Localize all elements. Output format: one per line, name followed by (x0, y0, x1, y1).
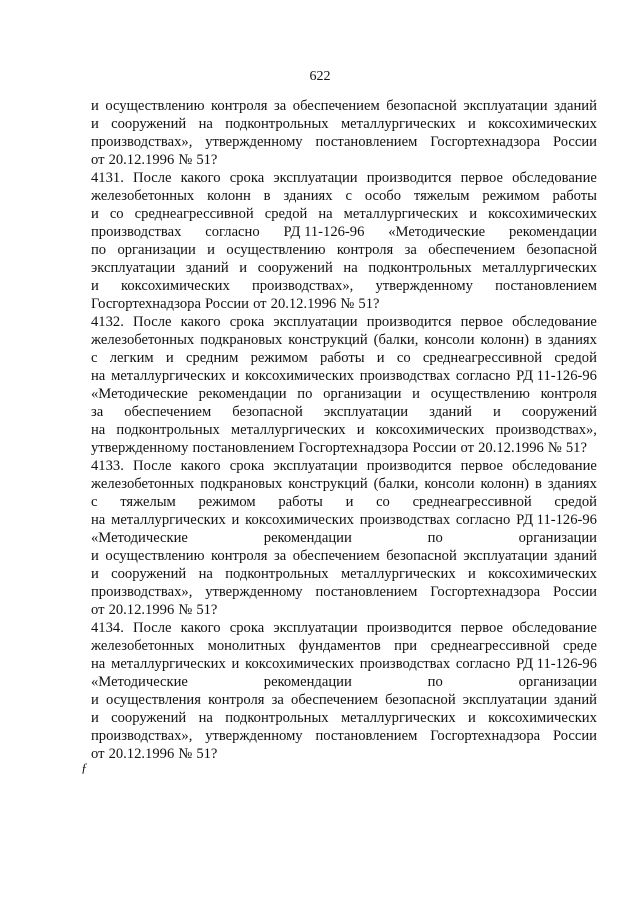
word: работы (552, 188, 597, 204)
word: 20.12.1996 (270, 296, 337, 312)
word: на (91, 422, 106, 438)
word: организации (518, 530, 597, 546)
word: обследование (512, 620, 597, 636)
word: режимом (250, 350, 308, 366)
word: и (91, 566, 99, 582)
word: коксохимических (488, 116, 597, 132)
word: 4133. (91, 458, 124, 474)
word: сооружений (111, 116, 187, 132)
word: производствах (91, 224, 182, 240)
word: эксплуатации (462, 692, 547, 708)
word: по (427, 530, 443, 546)
word: и (231, 368, 240, 384)
word: России (552, 584, 597, 600)
word: конструкций (288, 332, 368, 348)
word: и (356, 422, 365, 438)
word: 51? (358, 296, 380, 312)
word: организации (323, 386, 402, 402)
word: особо (364, 188, 401, 204)
word: с (91, 494, 98, 510)
word: После (133, 314, 172, 330)
word: от (91, 602, 105, 618)
word: зданий (185, 260, 229, 276)
word: первое (460, 620, 503, 636)
text-line (91, 133, 597, 151)
word: утвержденному (91, 440, 189, 456)
word: производствах», (495, 422, 597, 438)
word: и (412, 386, 420, 402)
word: за (91, 404, 104, 420)
word: производствах (359, 512, 451, 528)
word: После (133, 620, 172, 636)
word: в (263, 188, 271, 204)
word: при (394, 638, 418, 654)
word: от (91, 746, 105, 762)
word: (балки, (373, 332, 419, 348)
word: РД 11-126-96 (283, 224, 365, 240)
word: контроля (540, 386, 597, 402)
word: подкрановых (200, 476, 283, 492)
word: срока (229, 170, 265, 186)
word: России (552, 134, 597, 150)
text-line (91, 205, 597, 223)
text-line (91, 367, 597, 385)
word: подконтрольных (225, 566, 329, 582)
word: обеспечением (291, 692, 378, 708)
word: на (91, 368, 106, 384)
word: «Методические (91, 386, 188, 402)
word: и (376, 350, 385, 366)
word: железобетонных (91, 476, 195, 492)
word: коксохимических (245, 512, 354, 528)
word: подконтрольных (116, 422, 220, 438)
text-line (91, 277, 597, 295)
word: утвержденному (205, 134, 303, 150)
word: рекомендации (263, 530, 352, 546)
word: за (271, 692, 284, 708)
word: и (467, 116, 476, 132)
word: коксохимических (245, 368, 354, 384)
word: металлургических (340, 566, 456, 582)
word: эксплуатации (273, 170, 358, 186)
word: первое (460, 458, 503, 474)
word: 4134. (91, 620, 124, 636)
word: безопасной (232, 404, 303, 420)
word: рекомендации (263, 674, 352, 690)
word: рекомендации (509, 224, 597, 240)
word: 51? (196, 602, 218, 618)
word: сооружений (521, 404, 597, 420)
text-line (91, 601, 597, 619)
word: со (376, 494, 390, 510)
word: средой (554, 494, 597, 510)
word: коксохимических (488, 566, 597, 582)
word: металлургических (111, 512, 226, 528)
word: эксплуатации (273, 458, 358, 474)
word: металлургических (340, 710, 456, 726)
document-body (91, 97, 597, 763)
word: 51? (196, 152, 218, 168)
word: по (91, 242, 107, 258)
word: какого (180, 314, 221, 330)
word: и (91, 548, 99, 564)
word: безопасной (386, 548, 457, 564)
word: подкрановых (200, 332, 283, 348)
word: металлургических (111, 656, 226, 672)
word: осуществлению (105, 548, 205, 564)
text-line (91, 709, 597, 727)
word: обследование (512, 458, 597, 474)
word: первое (460, 314, 503, 330)
word: 4131. (91, 170, 124, 186)
word: с (91, 350, 98, 366)
word: и (345, 494, 354, 510)
word: «Методические (91, 674, 188, 690)
text-line (91, 115, 597, 133)
word: срока (229, 458, 265, 474)
word: производствах», (251, 278, 354, 294)
word: производится (366, 170, 452, 186)
word: и (91, 98, 99, 114)
text-line (91, 475, 597, 493)
word: 51? (196, 746, 218, 762)
word: обеспечением (428, 242, 516, 258)
word: фундаментов (298, 638, 381, 654)
word: зданий (554, 548, 597, 564)
word: согласно (455, 368, 511, 384)
word: осуществлению (226, 242, 326, 258)
word: какого (180, 620, 221, 636)
word: производится (366, 620, 452, 636)
word: и (165, 350, 174, 366)
word: колонн (207, 188, 251, 204)
word: обследование (512, 170, 597, 186)
word: осуществлению (105, 98, 205, 114)
word: и (493, 404, 501, 420)
word: в (535, 332, 542, 348)
page-number: 622 (309, 69, 331, 84)
word: «Методические (91, 530, 188, 546)
word: легким (109, 350, 154, 366)
word: металлургических (340, 116, 456, 132)
word: среднеагрессивной (430, 638, 550, 654)
word: по (427, 674, 443, 690)
word: за (274, 98, 287, 114)
word: зданий (554, 98, 597, 114)
word: осуществления (105, 692, 201, 708)
word: и (231, 656, 240, 672)
word: РД 11-126-96 (516, 368, 597, 384)
word: средой (554, 350, 597, 366)
word: утвержденному (205, 584, 303, 600)
word: согласно (455, 656, 511, 672)
word: подконтрольных (225, 710, 329, 726)
word: от (253, 296, 267, 312)
word: согласно (455, 512, 511, 528)
word: № (340, 296, 355, 312)
word: постановлением (192, 440, 295, 456)
text-line (91, 727, 597, 745)
word: утвержденному (375, 278, 473, 294)
handwritten-mark: ƒ (81, 760, 88, 775)
word: на (198, 710, 213, 726)
word: безопасной (526, 242, 597, 258)
word: После (133, 458, 172, 474)
word: 4132. (91, 314, 124, 330)
word: зданиях (547, 476, 597, 492)
text-line (91, 637, 597, 655)
text-line (91, 673, 597, 691)
text-line (91, 655, 597, 673)
word: со (109, 206, 124, 222)
word: на (318, 206, 333, 222)
word: производствах», (91, 728, 193, 744)
word: коксохимических (488, 710, 597, 726)
text-line (91, 241, 597, 259)
word: 20.12.1996 (108, 746, 175, 762)
text-line (91, 439, 597, 457)
word: какого (180, 458, 221, 474)
text-line (91, 223, 597, 241)
word: После (133, 170, 172, 186)
word: на (343, 260, 358, 276)
word: обеспечением (124, 404, 212, 420)
word: среднеагрессивной (422, 350, 543, 366)
word: коксохимических (120, 278, 230, 294)
word: тяжелым (413, 188, 470, 204)
word: среде (562, 638, 597, 654)
word: железобетонных (91, 332, 195, 348)
text-line (91, 259, 597, 277)
word: зданиях (547, 332, 597, 348)
word: на (91, 512, 106, 528)
word: коксохимических (488, 206, 597, 222)
word: работы (278, 494, 323, 510)
word: № (178, 746, 193, 762)
word: Госгортехнадзора (430, 134, 541, 150)
word: эксплуатации (273, 314, 358, 330)
word: сооружений (257, 260, 333, 276)
text-line (91, 565, 597, 583)
text-line (91, 169, 597, 187)
text-line (91, 745, 597, 763)
text-line (91, 187, 597, 205)
word: металлургических (482, 260, 597, 276)
word: и (467, 566, 476, 582)
word: средним (185, 350, 239, 366)
word: монолитных (207, 638, 286, 654)
word: производствах», (91, 584, 193, 600)
word: постановлением (315, 134, 418, 150)
text-line (91, 511, 597, 529)
word: и (91, 278, 99, 294)
word: 20.12.1996 (108, 152, 175, 168)
word: контроля (208, 692, 265, 708)
text-line (91, 583, 597, 601)
word: № (547, 440, 562, 456)
word: Госгортехнадзора (430, 728, 541, 744)
word: железобетонных (91, 188, 195, 204)
word: эксплуатации (323, 404, 409, 420)
word: консоли (424, 332, 475, 348)
word: Госгортехнадзора (430, 584, 541, 600)
word: сооружений (111, 710, 187, 726)
text-line (91, 421, 597, 439)
word: постановлением (495, 278, 597, 294)
word: производится (366, 314, 452, 330)
text-line (91, 529, 597, 547)
word: (балки, (373, 476, 419, 492)
word: и (91, 206, 99, 222)
word: на (198, 566, 213, 582)
word: срока (229, 620, 265, 636)
text-line (91, 385, 597, 403)
word: в (535, 476, 542, 492)
word: на (198, 116, 213, 132)
word: тяжелым (120, 494, 176, 510)
word: режимом (198, 494, 256, 510)
word: зданий (554, 692, 597, 708)
word: № (178, 602, 193, 618)
word: РД 11-126-96 (516, 512, 597, 528)
word: за (404, 242, 417, 258)
word: консоли (424, 476, 475, 492)
word: контроля (211, 548, 268, 564)
word: колонн) (480, 476, 530, 492)
text-line (91, 691, 597, 709)
word: эксплуатации (91, 260, 176, 276)
text-line (91, 403, 597, 421)
word: конструкций (288, 476, 368, 492)
word: эксплуатации (463, 98, 548, 114)
word: России (552, 728, 597, 744)
word: режимом (482, 188, 540, 204)
text-line (91, 313, 597, 331)
word: 20.12.1996 (108, 602, 175, 618)
word: обеспечением (292, 548, 380, 564)
word: согласно (205, 224, 260, 240)
word: эксплуатации (273, 620, 358, 636)
word: России (205, 296, 249, 312)
word: безопасной (385, 692, 456, 708)
word: и (91, 710, 99, 726)
text-line (91, 619, 597, 637)
word: с (345, 188, 352, 204)
word: и (91, 692, 99, 708)
word: производствах (359, 368, 451, 384)
word: утвержденному (205, 728, 303, 744)
word: и (467, 710, 476, 726)
word: производится (366, 458, 452, 474)
word: эксплуатации (463, 548, 548, 564)
word: среднеагрессивной (134, 206, 254, 222)
word: подконтрольных (225, 116, 329, 132)
word: № (178, 152, 193, 168)
word: коксохимических (245, 656, 354, 672)
word: и (207, 242, 215, 258)
word: обеспечением (292, 98, 380, 114)
word: 51? (565, 440, 587, 456)
text-line (91, 493, 597, 511)
word: РД 11-126-96 (516, 656, 597, 672)
word: контроля (211, 98, 268, 114)
word: Госгортехнадзора (91, 296, 201, 312)
word: Госгортехнадзора (298, 440, 409, 456)
text-line (91, 457, 597, 475)
word: срока (229, 314, 265, 330)
text-line (91, 151, 597, 169)
word: безопасной (386, 98, 457, 114)
word: производствах», (91, 134, 193, 150)
word: среднеагрессивной (412, 494, 532, 510)
text-line (91, 349, 597, 367)
word: от (91, 152, 105, 168)
word: обследование (512, 314, 597, 330)
word: за (274, 548, 287, 564)
word: «Методические (388, 224, 486, 240)
word: от (460, 440, 475, 456)
word: сооружений (111, 566, 187, 582)
word: какого (180, 170, 221, 186)
text-line (91, 331, 597, 349)
text-line (91, 547, 597, 565)
word: производствах (359, 656, 451, 672)
word: зданиях (283, 188, 333, 204)
word: металлургических (230, 422, 346, 438)
word: первое (460, 170, 503, 186)
word: и (239, 260, 248, 276)
word: и (91, 116, 99, 132)
word: колонн) (480, 332, 530, 348)
word: зданий (429, 404, 472, 420)
word: металлургических (111, 368, 226, 384)
word: коксохимических (375, 422, 485, 438)
word: работы (320, 350, 365, 366)
word: подконтрольных (368, 260, 472, 276)
word: на (91, 656, 106, 672)
word: организации (518, 674, 597, 690)
word: рекомендации (198, 386, 287, 402)
word: металлургических (343, 206, 459, 222)
word: осуществлению (430, 386, 530, 402)
word: 20.12.1996 (478, 440, 544, 456)
word: и (469, 206, 478, 222)
word: железобетонных (91, 638, 195, 654)
word: средой (264, 206, 308, 222)
word: организации (117, 242, 196, 258)
word: контроля (336, 242, 394, 258)
text-line (91, 97, 597, 115)
word: постановлением (315, 728, 418, 744)
word: России (412, 440, 457, 456)
word: постановлением (315, 584, 418, 600)
word: со (396, 350, 411, 366)
word: и (231, 512, 240, 528)
word: по (297, 386, 313, 402)
text-line (91, 295, 597, 313)
